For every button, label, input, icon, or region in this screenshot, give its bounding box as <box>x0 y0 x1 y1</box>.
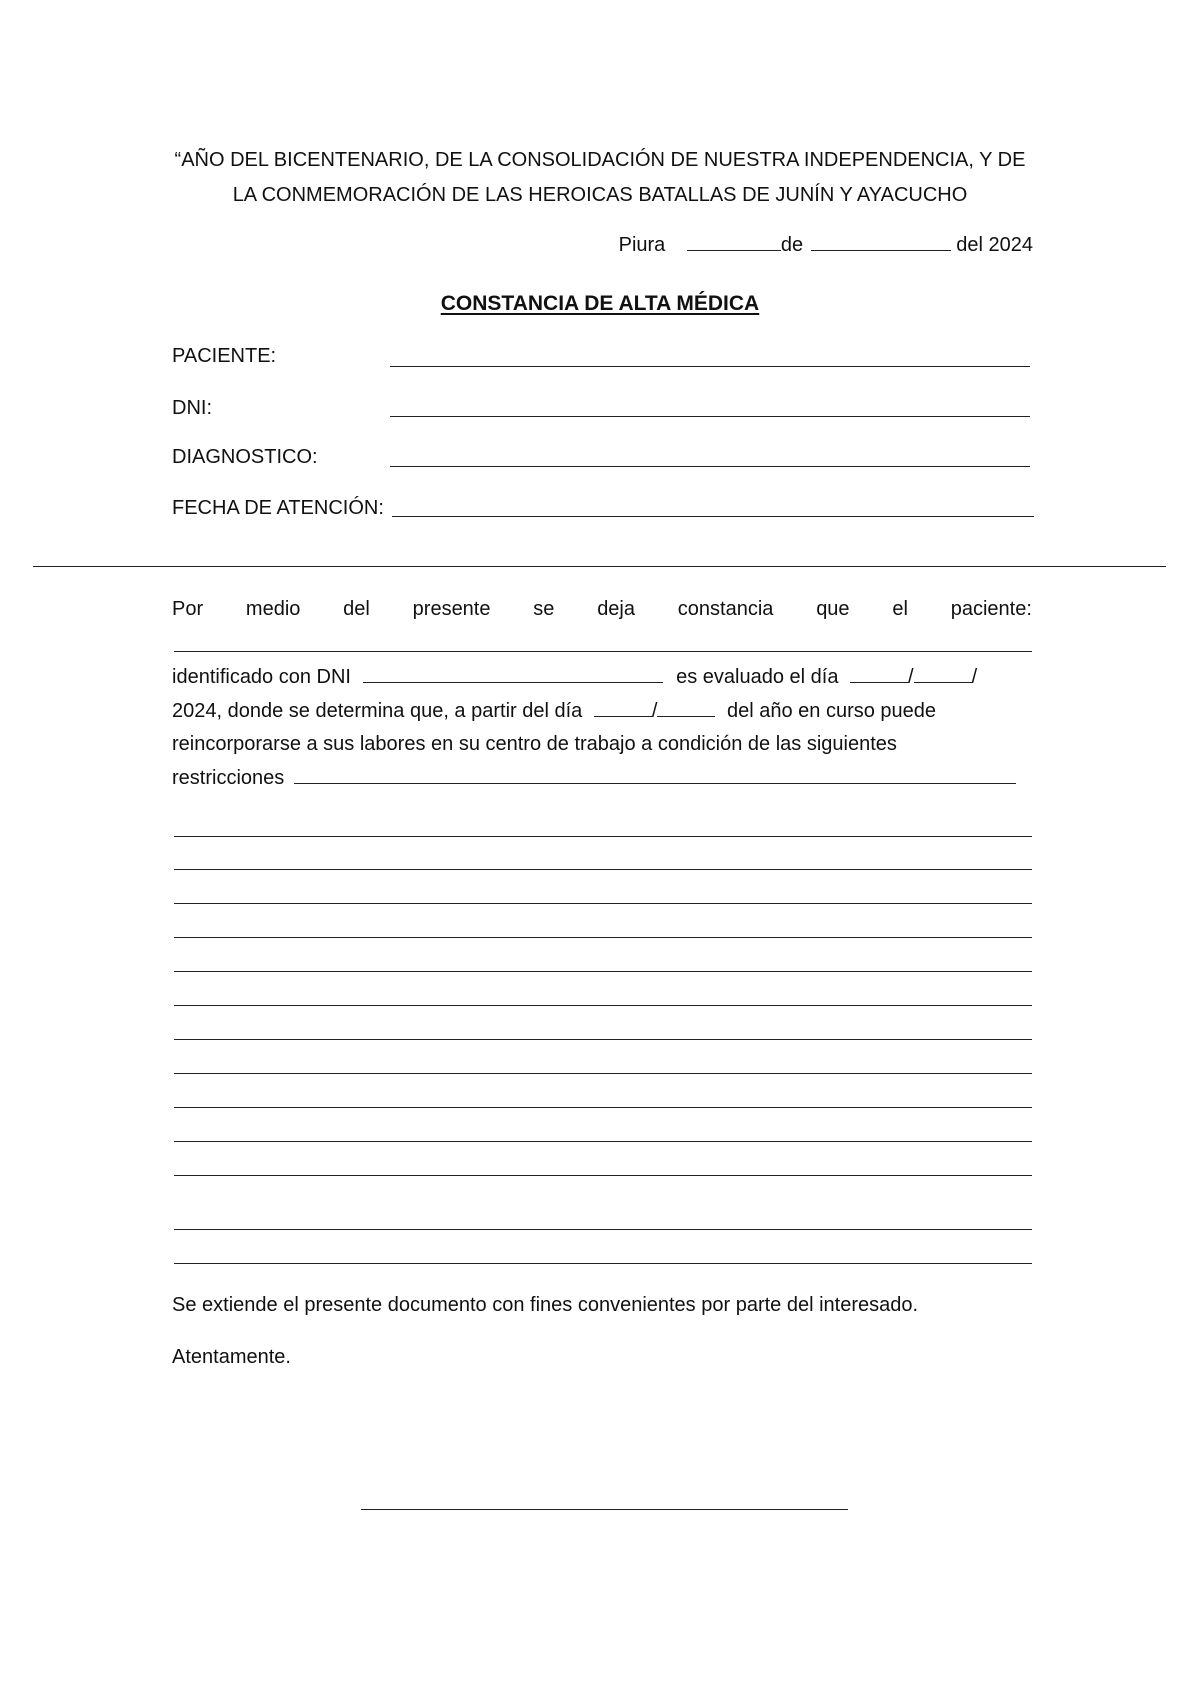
restriction-line[interactable] <box>174 937 1032 938</box>
slash: / <box>651 700 658 722</box>
restriction-line[interactable] <box>174 1141 1032 1142</box>
word: el <box>892 598 908 620</box>
word: paciente: <box>950 598 1032 620</box>
restriction-line[interactable] <box>174 1039 1032 1040</box>
word: medio <box>245 598 301 620</box>
restricciones-blank[interactable] <box>294 765 1016 784</box>
restriction-line[interactable] <box>174 869 1032 870</box>
word: Por <box>172 598 204 620</box>
word: que <box>816 598 850 620</box>
identificado-text: identificado con DNI <box>172 666 351 688</box>
label-diagnostico: DIAGNOSTICO: <box>172 446 318 468</box>
start-day-blank[interactable] <box>594 698 652 717</box>
date-year: del 2024 <box>956 234 1033 256</box>
date-line <box>619 232 1033 257</box>
restriction-line[interactable] <box>174 1073 1032 1074</box>
year-text: 2024, donde se determina que, a partir del día <box>172 700 583 722</box>
word: constancia <box>677 598 774 620</box>
body-opening-line <box>172 597 1032 621</box>
restriction-line[interactable] <box>174 1263 1032 1264</box>
diagnostico-field[interactable] <box>390 466 1030 467</box>
eval-month-blank[interactable] <box>914 664 972 683</box>
evaluado-text: es evaluado el día <box>676 666 839 688</box>
paciente-field[interactable] <box>390 366 1030 367</box>
restricciones-text: restricciones <box>172 767 285 789</box>
body-line-reincorporarse: reincorporarse a sus labores en su centro de trabajo a condición de las siguientes <box>172 733 897 755</box>
date-day-blank[interactable] <box>687 232 781 251</box>
word: se <box>533 598 555 620</box>
body-line-dni <box>172 664 1032 689</box>
date-de: de <box>780 234 804 256</box>
signature-line[interactable] <box>361 1509 848 1510</box>
body-line-restricciones <box>172 765 1032 790</box>
body-line-2024 <box>172 698 936 723</box>
word: del <box>343 598 370 620</box>
label-paciente: PACIENTE: <box>172 345 277 367</box>
restriction-line[interactable] <box>174 903 1032 904</box>
motto-line-2: LA CONMEMORACIÓN DE LAS HEROICAS BATALLAS DE JUNÍN Y AYACUCHO <box>232 184 968 206</box>
restriction-line[interactable] <box>174 1229 1032 1230</box>
dni-blank[interactable] <box>363 664 663 683</box>
paciente-name-blank[interactable] <box>174 651 1032 652</box>
restriction-line[interactable] <box>174 1005 1032 1006</box>
restriction-line[interactable] <box>174 1175 1032 1176</box>
restriction-line[interactable] <box>174 836 1032 837</box>
label-dni: DNI: <box>172 397 212 419</box>
document-title: CONSTANCIA DE ALTA MÉDICA <box>440 292 760 315</box>
signoff-text: Atentamente. <box>172 1346 291 1368</box>
restriction-line[interactable] <box>174 971 1032 972</box>
start-month-blank[interactable] <box>657 698 715 717</box>
word: deja <box>597 598 635 620</box>
restriction-line[interactable] <box>174 1107 1032 1108</box>
motto-line-1: “AÑO DEL BICENTENARIO, DE LA CONSOLIDACIÓN DE NUESTRA INDEPENDENCIA, Y DE <box>174 149 1026 171</box>
slash: / <box>908 666 914 688</box>
label-fecha-atencion: FECHA DE ATENCIÓN: <box>172 497 384 519</box>
eval-day-blank[interactable] <box>850 664 908 683</box>
date-city: Piura <box>618 234 666 256</box>
closing-text: Se extiende el presente documento con fines convenientes por parte del interesado. <box>172 1294 919 1316</box>
word: presente <box>412 598 491 620</box>
date-month-blank[interactable] <box>811 232 951 251</box>
section-divider <box>33 566 1166 567</box>
slash: / <box>971 666 978 688</box>
dni-field[interactable] <box>390 416 1030 417</box>
fecha-atencion-field[interactable] <box>392 516 1034 517</box>
del-anio-text: del año en curso puede <box>726 700 937 722</box>
